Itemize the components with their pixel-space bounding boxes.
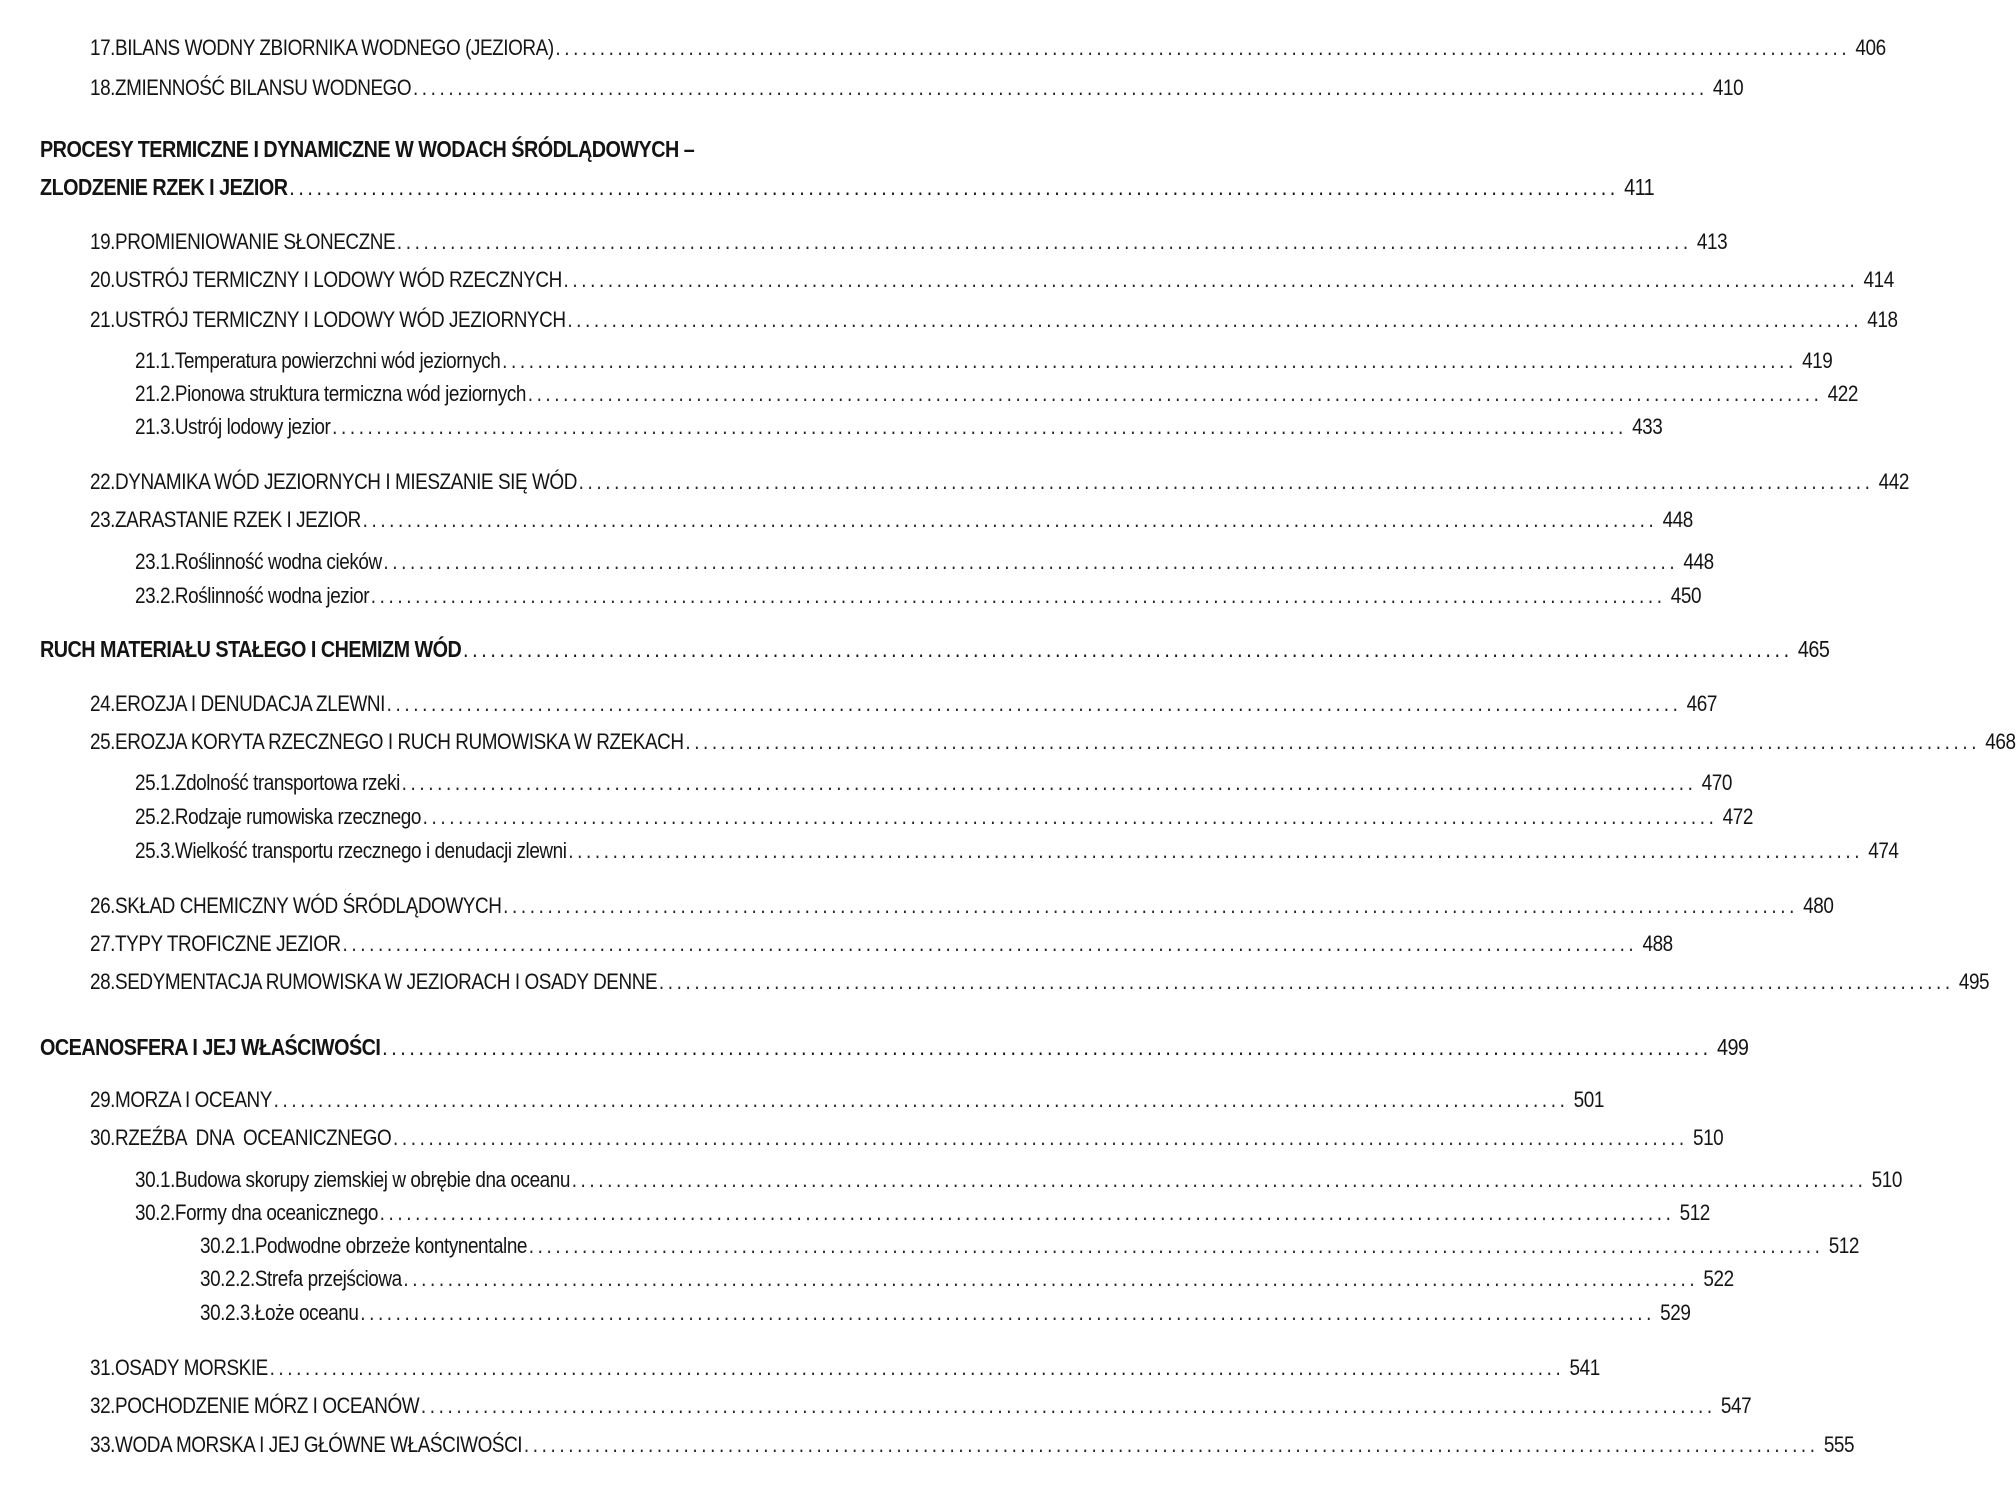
dot-leader: .................................................................................................................................................. (422, 804, 1718, 829)
entry-page: 547 (1720, 1393, 1752, 1418)
dot-leader: .................................................................................................................................................. (289, 174, 1619, 200)
entry-page: 541 (1569, 1355, 1600, 1380)
toc-subsubentry (200, 1232, 1860, 1260)
toc-entry (90, 1124, 1724, 1152)
entry-title: TYPY TROFICZNE JEZIOR (115, 931, 341, 956)
entry-title: SKŁAD CHEMICZNY WÓD ŚRÓDLĄDOWYCH (115, 893, 502, 918)
entry-number: 21. (90, 307, 116, 332)
entry-title: Pionowa struktura termiczna wód jeziornych (174, 381, 526, 406)
section-title: OCEANOSFERA I JEJ WŁAŚCIWOŚCI (40, 1034, 381, 1060)
dot-leader: .................................................................................................................................................. (360, 1300, 1656, 1325)
dot-leader: .................................................................................................................................................. (555, 35, 1851, 60)
dot-leader: .................................................................................................................................................. (503, 893, 1798, 918)
toc-entry (90, 506, 1693, 534)
toc-subentry (135, 347, 1833, 375)
entry-number: 23. (90, 507, 116, 532)
dot-leader: .................................................................................................................................................. (527, 381, 1823, 406)
dot-leader: .................................................................................................................................................. (420, 1393, 1716, 1418)
dot-leader: .................................................................................................................................................. (403, 1266, 1699, 1291)
entry-title: MORZA I OCEANY (115, 1087, 272, 1112)
entry-page: 414 (1863, 267, 1894, 292)
dot-leader: .................................................................................................................................................. (568, 838, 1864, 863)
dot-leader: .................................................................................................................................................. (382, 1034, 1712, 1060)
entry-page: 468 (1985, 729, 2016, 754)
entry-title: BILANS WODNY ZBIORNIKA WODNEGO (JEZIORA) (115, 35, 554, 60)
entry-title: USTRÓJ TERMICZNY I LODOWY WÓD RZECZNYCH (115, 267, 562, 292)
entry-number: 33. (90, 1432, 116, 1457)
entry-title: ZMIENNOŚĆ BILANSU WODNEGO (115, 75, 412, 100)
toc-entry (90, 968, 1990, 996)
dot-leader: .................................................................................................................................................. (571, 1167, 1867, 1192)
entry-page: 522 (1703, 1266, 1734, 1291)
entry-number: 17. (90, 35, 116, 60)
entry-page: 510 (1692, 1125, 1724, 1150)
section-title: ZLODZENIE RZEK I JEZIOR (40, 174, 288, 200)
entry-page: 442 (1878, 469, 1909, 494)
entry-page: 529 (1660, 1300, 1691, 1325)
entry-title: RZEŹBA DNA OCEANICZNEGO (115, 1125, 392, 1150)
toc-entry (90, 1354, 1600, 1382)
dot-leader: .................................................................................................................................................. (685, 729, 1981, 754)
toc-subentry (135, 803, 1753, 831)
entry-title: Ustrój lodowy jezior (174, 414, 331, 439)
entry-page: 495 (1958, 969, 1990, 994)
section-heading-entry (40, 172, 1655, 202)
toc-subentry (135, 548, 1714, 576)
entry-page: 422 (1827, 381, 1858, 406)
entry-number: 25. (90, 729, 116, 754)
entry-page: 419 (1802, 348, 1833, 373)
entry-title: Zdolność transportowa rzeki (174, 770, 400, 795)
dot-leader: .................................................................................................................................................. (379, 1200, 1675, 1225)
entry-number: 30.2.1. (200, 1233, 255, 1258)
entry-title: Temperatura powierzchni wód jeziornych (174, 348, 501, 373)
entry-title: SEDYMENTACJA RUMOWISKA W JEZIORACH I OSADY DENNE (115, 969, 658, 994)
dot-leader: .................................................................................................................................................. (342, 931, 1638, 956)
entry-title: ZARASTANIE RZEK I JEZIOR (115, 507, 361, 532)
dot-leader: .................................................................................................................................................. (412, 75, 1708, 100)
entry-title: Podwodne obrzeże kontynentalne (254, 1233, 528, 1258)
entry-title: Rodzaje rumowiska rzecznego (174, 804, 421, 829)
entry-page: 470 (1701, 770, 1732, 795)
entry-page: 450 (1670, 583, 1702, 608)
entry-title: Budowa skorupy ziemskiej w obrębie dna oceanu (174, 1167, 570, 1192)
entry-number: 23.1. (135, 549, 175, 574)
entry-title: Roślinność wodna cieków (174, 549, 382, 574)
entry-page: 512 (1828, 1233, 1860, 1258)
toc-entry (90, 690, 1717, 718)
entry-page: 501 (1573, 1087, 1604, 1112)
dot-leader: .................................................................................................................................................. (523, 1432, 1819, 1457)
entry-page: 413 (1696, 229, 1728, 254)
entry-title: EROZJA KORYTA RZECZNEGO I RUCH RUMOWISKA W RZEKACH (115, 729, 684, 754)
toc-subentry (135, 769, 1732, 797)
entry-page: 467 (1686, 691, 1717, 716)
entry-number: 29. (90, 1087, 116, 1112)
toc-entry (90, 1431, 1855, 1459)
toc-entry (90, 1086, 1604, 1114)
dot-leader: .................................................................................................................................................. (332, 414, 1627, 439)
dot-leader: .................................................................................................................................................. (567, 307, 1863, 332)
dot-leader: .................................................................................................................................................. (658, 969, 1954, 994)
entry-number: 18. (90, 75, 116, 100)
entry-title: Wielkość transportu rzecznego i denudacji zlewni (174, 838, 567, 863)
entry-number: 25.2. (135, 804, 175, 829)
entry-title: POCHODZENIE MÓRZ I OCEANÓW (115, 1393, 420, 1418)
entry-title: Roślinność wodna jezior (174, 583, 370, 608)
entry-number: 24. (90, 691, 116, 716)
entry-page: 448 (1683, 549, 1714, 574)
toc-entry (90, 306, 1898, 334)
entry-page: 418 (1867, 307, 1898, 332)
toc-subentry (135, 582, 1702, 610)
entry-number: 25.3. (135, 838, 175, 863)
entry-number: 22. (90, 469, 116, 494)
entry-number: 30.2.2. (200, 1266, 255, 1291)
entry-number: 21.2. (135, 381, 175, 406)
entry-number: 27. (90, 931, 116, 956)
entry-title: PROMIENIOWANIE SŁONECZNE (115, 229, 396, 254)
toc-entry (90, 892, 1834, 920)
dot-leader: .................................................................................................................................................. (396, 229, 1692, 254)
entry-number: 26. (90, 893, 116, 918)
entry-page: 411 (1624, 174, 1655, 200)
entry-number: 21.3. (135, 414, 175, 439)
entry-page: 555 (1823, 1432, 1855, 1457)
entry-number: 20. (90, 267, 116, 292)
dot-leader: .................................................................................................................................................. (273, 1087, 1569, 1112)
dot-leader: .................................................................................................................................................. (386, 691, 1682, 716)
dot-leader: .................................................................................................................................................. (528, 1233, 1824, 1258)
entry-number: 21.1. (135, 348, 175, 373)
dot-leader: .................................................................................................................................................. (463, 636, 1793, 662)
entry-number: 30.2.3. (200, 1300, 255, 1325)
entry-number: 30. (90, 1125, 116, 1150)
toc-entry (90, 34, 1886, 62)
toc-entry (90, 74, 1744, 102)
dot-leader: .................................................................................................................................................. (362, 507, 1658, 532)
entry-number: 32. (90, 1393, 116, 1418)
toc-entry (90, 728, 2016, 756)
entry-number: 19. (90, 229, 116, 254)
dot-leader: .................................................................................................................................................. (563, 267, 1859, 292)
dot-leader: .................................................................................................................................................. (392, 1125, 1688, 1150)
entry-title: OSADY MORSKIE (115, 1355, 268, 1380)
toc-subentry (135, 380, 1858, 408)
entry-number: 25.1. (135, 770, 175, 795)
entry-page: 499 (1716, 1034, 1749, 1060)
section-heading-entry (40, 634, 1830, 664)
entry-page: 465 (1797, 636, 1830, 662)
entry-number: 30.1. (135, 1167, 175, 1192)
entry-page: 410 (1712, 75, 1744, 100)
toc-entry (90, 266, 1894, 294)
entry-number: 31. (90, 1355, 116, 1380)
entry-page: 406 (1855, 35, 1886, 60)
entry-number: 28. (90, 969, 116, 994)
entry-number: 30.2. (135, 1200, 175, 1225)
entry-title: Łoże oceanu (254, 1300, 359, 1325)
entry-number: 23.2. (135, 583, 175, 608)
entry-title: Strefa przejściowa (254, 1266, 402, 1291)
toc-subentry (135, 413, 1663, 441)
dot-leader: .................................................................................................................................................. (383, 549, 1679, 574)
entry-page: 433 (1632, 414, 1663, 439)
toc-subentry (135, 837, 1899, 865)
section-heading-entry (40, 1032, 1749, 1062)
entry-page: 512 (1679, 1200, 1710, 1225)
dot-leader: .................................................................................................................................................. (401, 770, 1697, 795)
toc-subsubentry (200, 1265, 1734, 1293)
dot-leader: .................................................................................................................................................. (578, 469, 1874, 494)
toc-subentry (135, 1199, 1710, 1227)
dot-leader: .................................................................................................................................................. (370, 583, 1666, 608)
toc-entry (90, 468, 1909, 496)
toc-entry (90, 1392, 1752, 1420)
toc-entry (90, 930, 1673, 958)
entry-page: 474 (1868, 838, 1899, 863)
toc-entry (90, 228, 1728, 256)
entry-title: WODA MORSKA I JEJ GŁÓWNE WŁAŚCIWOŚCI (115, 1432, 523, 1457)
toc-subsubentry (200, 1299, 1691, 1327)
entry-page: 510 (1871, 1167, 1902, 1192)
toc-subentry (135, 1166, 1902, 1194)
entry-title: USTRÓJ TERMICZNY I LODOWY WÓD JEZIORNYCH (115, 307, 566, 332)
section-heading: PROCESY TERMICZNE I DYNAMICZNE W WODACH ŚRÓDLĄDOWYCH – (40, 136, 695, 162)
entry-page: 488 (1642, 931, 1673, 956)
entry-title: DYNAMIKA WÓD JEZIORNYCH I MIESZANIE SIĘ WÓD (115, 469, 577, 494)
entry-page: 448 (1662, 507, 1693, 532)
entry-title: EROZJA I DENUDACJA ZLEWNI (115, 691, 385, 716)
section-title: RUCH MATERIAŁU STAŁEGO I CHEMIZM WÓD (40, 636, 462, 662)
entry-title: Formy dna oceanicznego (174, 1200, 378, 1225)
dot-leader: .................................................................................................................................................. (269, 1355, 1565, 1380)
entry-page: 472 (1722, 804, 1753, 829)
entry-page: 480 (1803, 893, 1834, 918)
dot-leader: .................................................................................................................................................. (502, 348, 1797, 373)
